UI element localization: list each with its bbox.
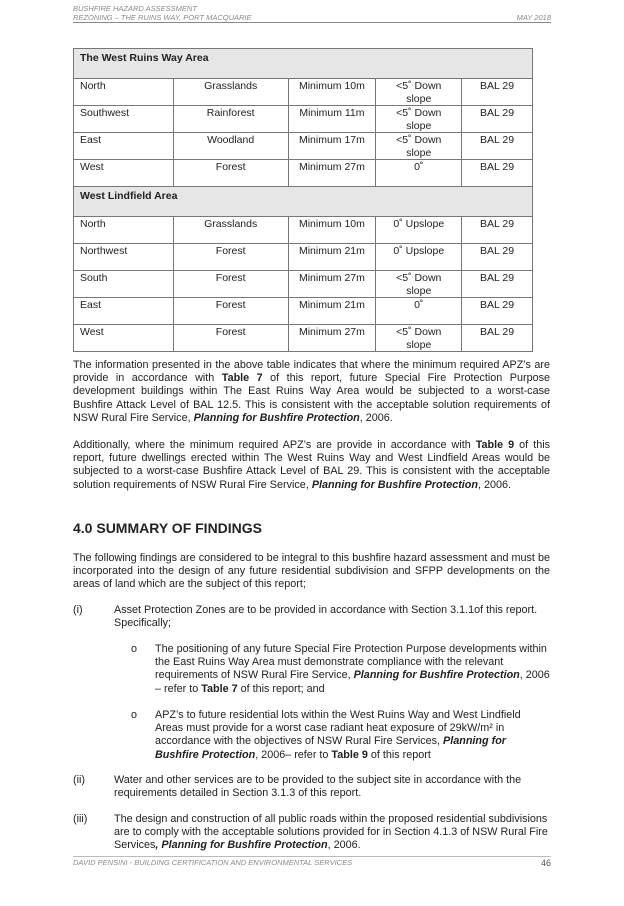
- page-header: [73, 4, 551, 23]
- section-title: West Lindfield Area: [74, 187, 533, 217]
- table-cell: Forest: [173, 325, 288, 352]
- section-title: The West Ruins Way Area: [74, 49, 533, 79]
- table-cell: Minimum 27m: [288, 271, 376, 298]
- table-row: [74, 106, 533, 133]
- table-cell: Minimum 10m: [288, 217, 376, 244]
- footer-text: DAVID PENSINI - BUILDING CERTIFICATION AND ENVIRONMENTAL SERVICES: [73, 858, 353, 867]
- table-cell: BAL 29: [462, 298, 533, 325]
- table-cell: Forest: [173, 298, 288, 325]
- finding-subitem-2: o APZ’s to future residential lots within the West Ruins Way and West Lindfield Areas must provide for a worst case radiant heat exposure of 29kW/m² in accordance with the objectives of NSW Rural Fire Services, Planning for Bushfire Protection, 2006– refer to Table 9 of this report: [131, 709, 521, 761]
- finding-subitem-1: o The positioning of any future Special Fire Protection Purpose developments within the East Ruins Way Area must demonstrate compliance with the relevant requirements of NSW Rural Fire Service, Planning for Bushfire Protection, 2006 – refer to Table 7 of this report; and: [131, 643, 550, 695]
- table-cell: <5˚ Down slope: [376, 271, 462, 298]
- table-cell: Minimum 21m: [288, 298, 376, 325]
- table-cell: East: [74, 133, 174, 160]
- table-cell: Minimum 21m: [288, 244, 376, 271]
- table-row: [74, 244, 533, 271]
- table-cell: West: [74, 325, 174, 352]
- paragraph-additionally: Additionally, where the minimum required APZ’s are provide in accordance with Table 9 of this report, future dwellings erected within The West Ruins Way and West Lindfield Areas would be subjected to a worst-case Bushfire Attack Level of BAL 29. This is consistent with the acceptable solution requirements of NSW Rural Fire Service, Planning for Bushfire Protection, 2006.: [73, 439, 550, 491]
- table-cell: Minimum 27m: [288, 325, 376, 352]
- table-cell: BAL 29: [462, 271, 533, 298]
- table-cell: BAL 29: [462, 79, 533, 106]
- table-cell: Northwest: [74, 244, 174, 271]
- bushfire-table: [73, 48, 533, 352]
- table-cell: <5˚ Down slope: [376, 106, 462, 133]
- header-title: BUSHFIRE HAZARD ASSESSMENT: [73, 4, 197, 13]
- section-heading: 4.0 SUMMARY OF FINDINGS: [73, 520, 263, 536]
- table-cell: BAL 29: [462, 217, 533, 244]
- table-cell: BAL 29: [462, 244, 533, 271]
- table-cell: Woodland: [173, 133, 288, 160]
- table-row: [74, 133, 533, 160]
- table-row: [74, 79, 533, 106]
- table-row: [74, 271, 533, 298]
- table-cell: <5˚ Down slope: [376, 133, 462, 160]
- table-section-header: [74, 49, 533, 79]
- table-cell: South: [74, 271, 174, 298]
- table-section-header: [74, 187, 533, 217]
- table-cell: Minimum 27m: [288, 160, 376, 187]
- finding-item-1: (i) Asset Protection Zones are to be provided in accordance with Section 3.1.1of this report. Specifically;: [73, 604, 538, 630]
- table-cell: Minimum 10m: [288, 79, 376, 106]
- table-cell: BAL 29: [462, 106, 533, 133]
- table-cell: Forest: [173, 244, 288, 271]
- table-cell: BAL 29: [462, 133, 533, 160]
- table-row: [74, 325, 533, 352]
- table-cell: Forest: [173, 271, 288, 298]
- table-cell: Rainforest: [173, 106, 288, 133]
- table-row: [74, 298, 533, 325]
- paragraph-findings-intro: The following findings are considered to be integral to this bushfire hazard assessment and must be incorporated into the design of any future residential subdivision and SFPP developments on the areas of land which are the subject of this report;: [73, 552, 550, 591]
- table-row: [74, 160, 533, 187]
- header-date: MAY 2018: [516, 13, 551, 22]
- page-footer: [73, 856, 551, 868]
- table-cell: BAL 29: [462, 325, 533, 352]
- table-cell: <5˚ Down slope: [376, 79, 462, 106]
- table-cell: East: [74, 298, 174, 325]
- table-cell: North: [74, 79, 174, 106]
- table-cell: <5˚ Down slope: [376, 325, 462, 352]
- table-cell: 0˚ Upslope: [376, 244, 462, 271]
- table-cell: West: [74, 160, 174, 187]
- finding-item-2: (ii) Water and other services are to be provided to the subject site in accordance with the requirements detailed in Section 3.1.3 of this report.: [73, 774, 522, 800]
- header-subtitle: REZONING – THE RUINS WAY, PORT MACQUARIE: [73, 13, 252, 22]
- table-cell: Forest: [173, 160, 288, 187]
- table-cell: Grasslands: [173, 217, 288, 244]
- table-cell: BAL 29: [462, 160, 533, 187]
- table-cell: North: [74, 217, 174, 244]
- table-cell: Minimum 17m: [288, 133, 376, 160]
- finding-item-3: (iii) The design and construction of all public roads within the proposed residential subdivisions are to comply with the acceptable solutions provided for in Section 4.1.3 of NSW Rural Fire Services, Planning for Bushfire Protection, 2006.: [73, 813, 548, 852]
- table-cell: 0˚: [376, 298, 462, 325]
- table-cell: 0˚ Upslope: [376, 217, 462, 244]
- table-cell: Minimum 11m: [288, 106, 376, 133]
- table-cell: 0˚: [376, 160, 462, 187]
- page-number: 46: [540, 858, 551, 868]
- paragraph-table-summary: The information presented in the above table indicates that where the minimum required APZ’s are provide in accordance with Table 7 of this report, future Special Fire Protection Purpose development buildings within The East Ruins Way Area would be subjected to a worst-case Bushfire Attack Level of BAL 12.5. This is consistent with the acceptable solution requirements of NSW Rural Fire Service, Planning for Bushfire Protection, 2006.: [73, 359, 550, 424]
- table-row: [74, 217, 533, 244]
- table-cell: Grasslands: [173, 79, 288, 106]
- table-cell: Southwest: [74, 106, 174, 133]
